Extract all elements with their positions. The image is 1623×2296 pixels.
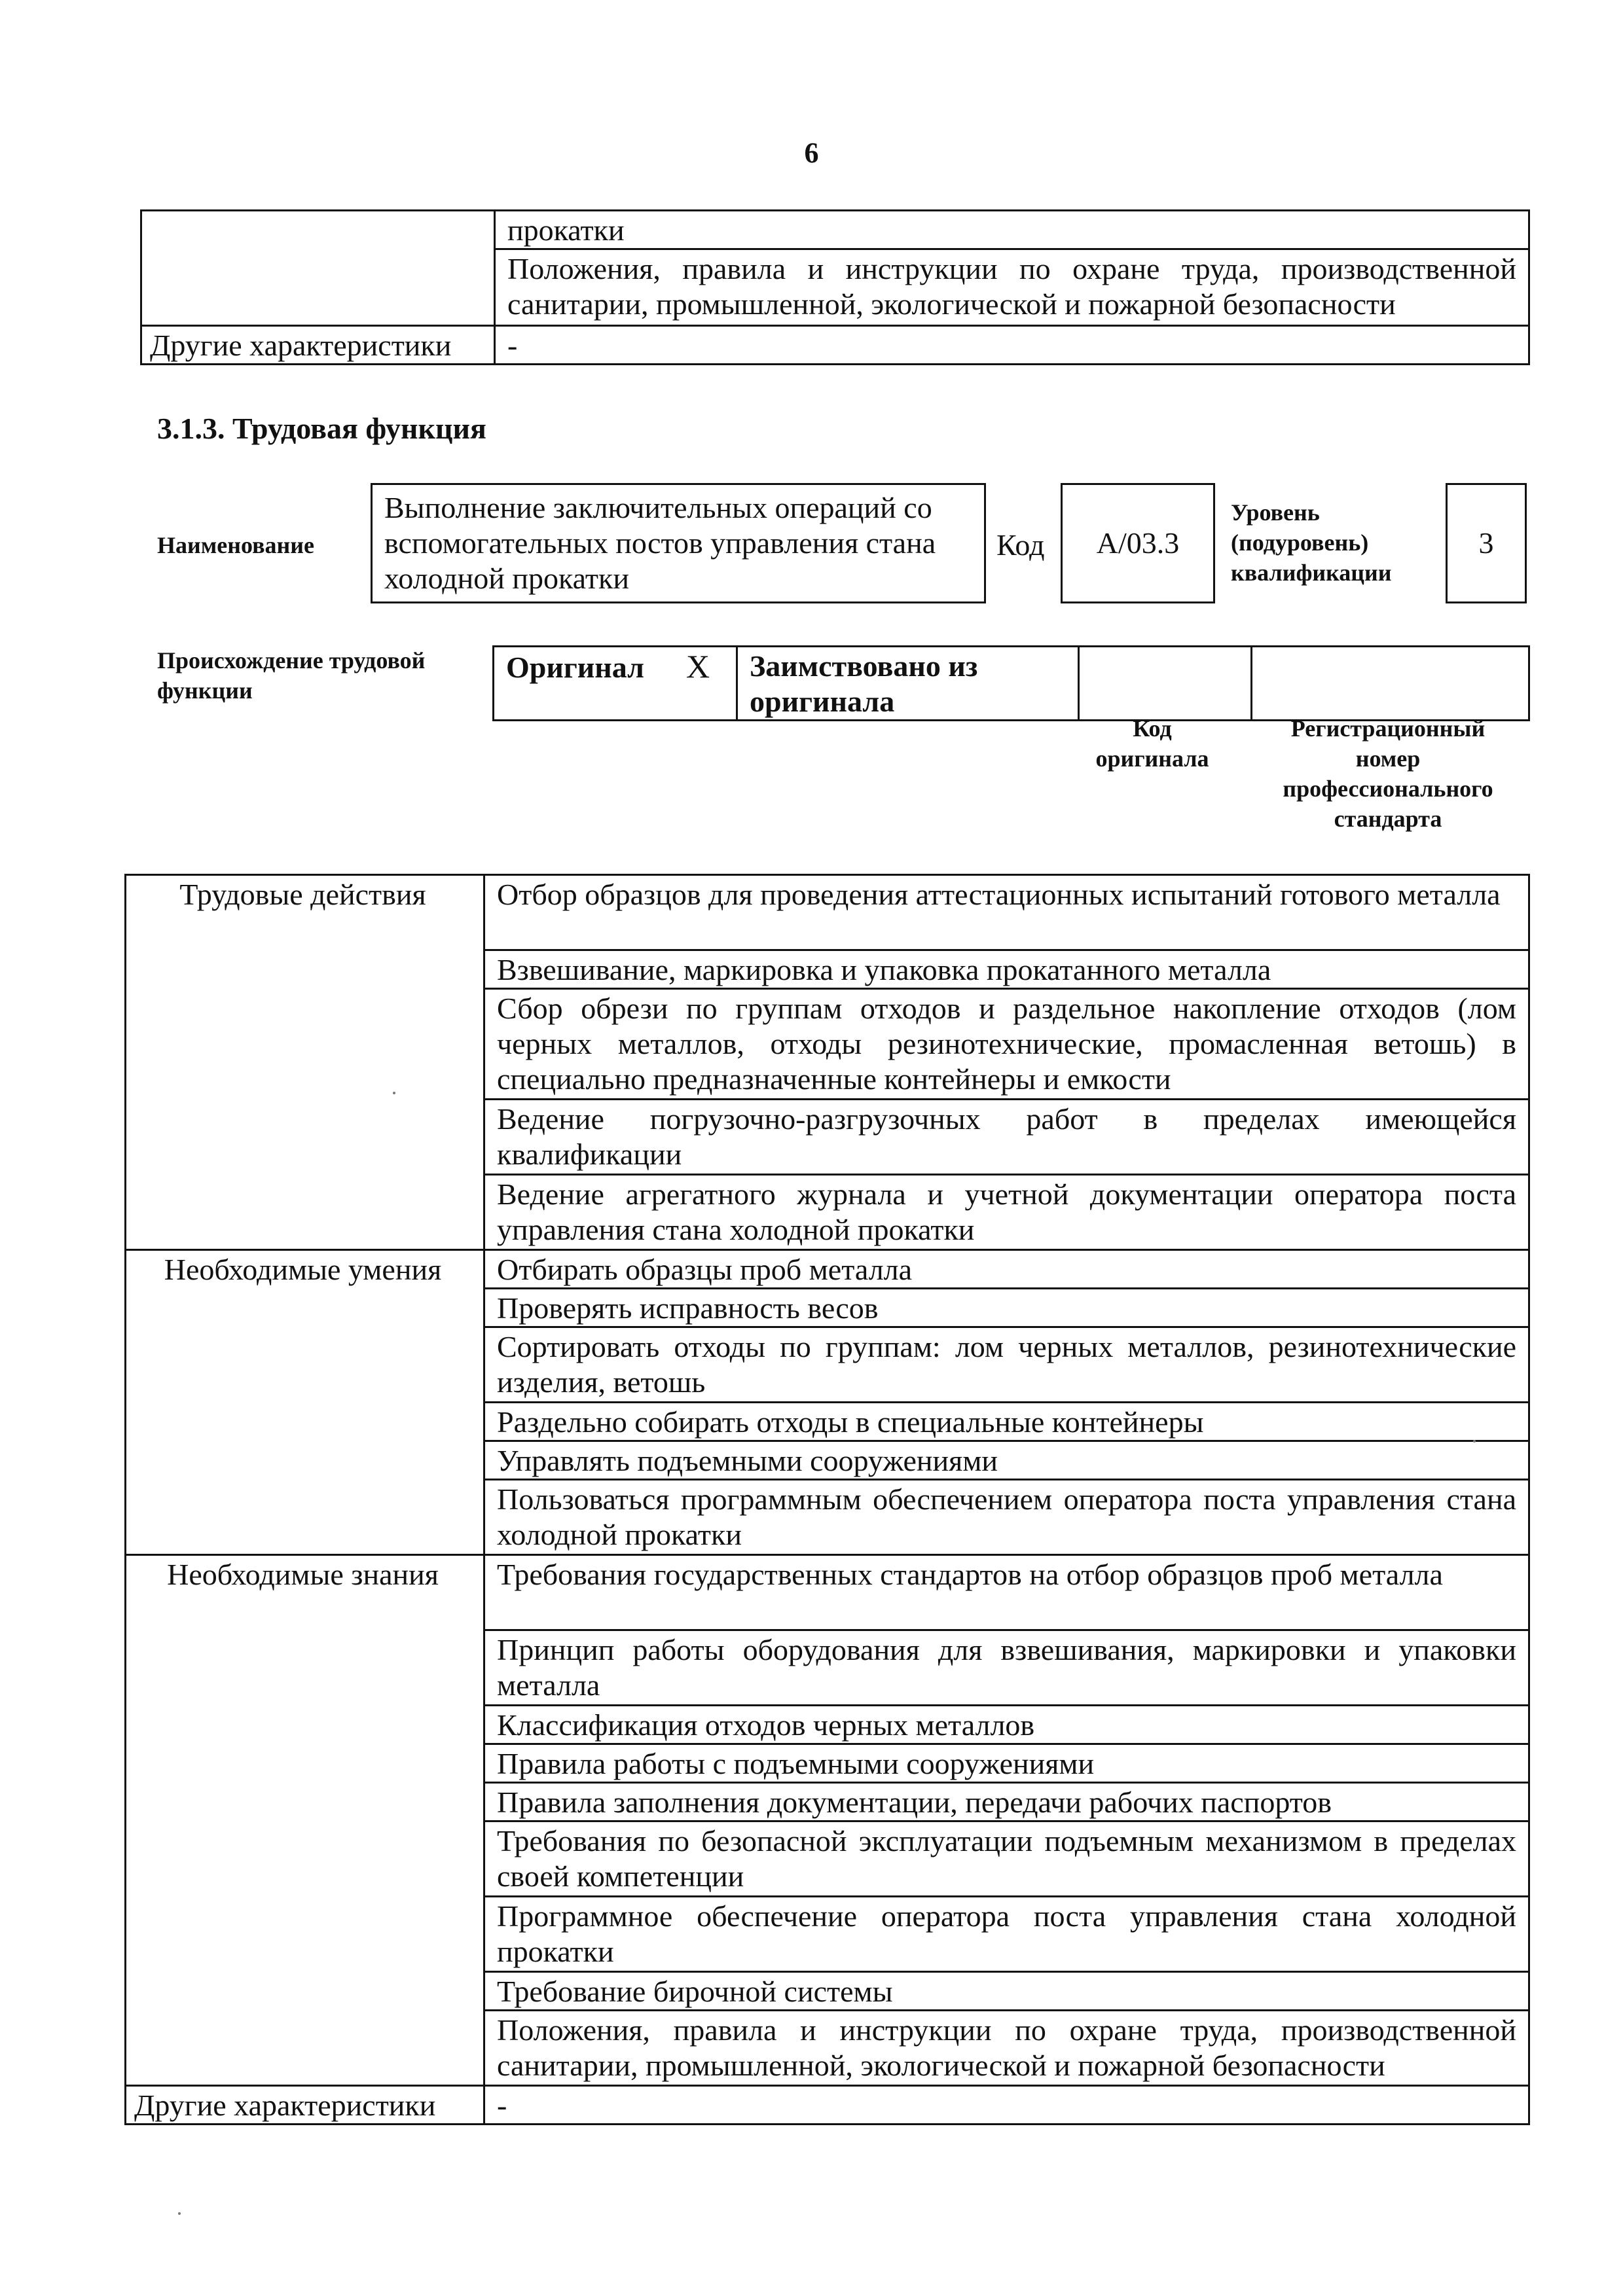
knowledge-item: Требование бирочной системы: [484, 1972, 1529, 2011]
table-row: [126, 2086, 1529, 2125]
level-label-line: Уровень: [1231, 499, 1320, 526]
action-item: Ведение агрегатного журнала и учетной документации оператора поста управления стана холодной прокатки: [484, 1175, 1529, 1250]
table-row: [141, 211, 1529, 249]
registration-number-cell: [1252, 647, 1529, 721]
knowledge-item: Классификация отходов черных металлов: [484, 1706, 1529, 1744]
origin-label: [157, 645, 425, 706]
original-code-caption: [1067, 713, 1237, 774]
origin-table: [492, 645, 1530, 721]
registration-number-caption: [1244, 713, 1532, 834]
code-value-box: А/03.3: [1061, 483, 1215, 603]
actions-label: Трудовые действия: [126, 875, 484, 1250]
table-row: [494, 647, 1529, 721]
caption-line: оригинала: [1095, 745, 1209, 772]
level-value-box: 3: [1446, 483, 1527, 603]
labor-function-table: [124, 874, 1530, 2125]
origin-label-line: Происхождение трудовой: [157, 647, 426, 673]
scan-speck: [1473, 1440, 1476, 1443]
code-label: Код: [996, 528, 1045, 562]
table-row: [126, 875, 1529, 950]
action-item: Отбор образцов для проведения аттестационных испытаний готового металла: [484, 875, 1529, 950]
section-title: 3.1.3. Трудовая функция: [157, 412, 486, 445]
skill-item: Управлять подъемными сооружениями: [484, 1441, 1529, 1480]
skill-item: Раздельно собирать отходы в специальные контейнеры: [484, 1403, 1529, 1441]
skill-item: Проверять исправность весов: [484, 1289, 1529, 1327]
borrowed-label-line: оригинала: [750, 685, 895, 718]
name-label: Наименование: [157, 532, 314, 558]
continuation-table: [140, 209, 1530, 365]
level-label-line: квалификации: [1231, 560, 1392, 586]
action-item: Ведение погрузочно-разгрузочных работ в пределах имеющейся квалификации: [484, 1100, 1529, 1175]
action-item: Взвешивание, маркировка и упаковка прокатанного металла: [484, 950, 1529, 989]
page-number: 6: [804, 137, 819, 169]
action-item: Сбор обрези по группам отходов и раздельное накопление отходов (лом черных металлов, отходы резинотехнические, промасленная ветошь) в специально предназначенные контейнеры и емкости: [484, 989, 1529, 1100]
caption-line: номер: [1355, 745, 1421, 772]
scan-speck: [393, 1092, 395, 1094]
level-label: [1231, 497, 1392, 588]
row-label: [141, 211, 495, 326]
caption-line: Код: [1133, 715, 1172, 742]
caption-line: профессионального: [1283, 776, 1493, 802]
other-label: Другие характеристики: [126, 2086, 484, 2125]
skill-item: Отбирать образцы проб металла: [484, 1250, 1529, 1289]
knowledge-item: Требования по безопасной эксплуатации подъемным механизмом в пределах своей компетенции: [484, 1821, 1529, 1897]
table-row: [126, 1555, 1529, 1630]
original-cell: [494, 647, 737, 721]
original-code-cell: [1079, 647, 1252, 721]
knowledge-item: Программное обеспечение оператора поста управления стана холодной прокатки: [484, 1897, 1529, 1972]
caption-line: стандарта: [1334, 806, 1442, 832]
knowledge-item: Правила работы с подъемными сооружениями: [484, 1744, 1529, 1783]
level-label-line: (подуровень): [1231, 529, 1369, 556]
scan-speck: [178, 2212, 181, 2215]
row-value: прокатки: [495, 211, 1529, 249]
table-row: [141, 326, 1529, 365]
original-label: Оригинал: [506, 651, 644, 684]
skill-item: Пользоваться программным обеспечением оператора поста управления стана холодной прокатки: [484, 1480, 1529, 1555]
knowledge-item: Правила заполнения документации, передачи рабочих паспортов: [484, 1783, 1529, 1821]
skill-item: Сортировать отходы по группам: лом черных металлов, резинотехнические изделия, ветошь: [484, 1327, 1529, 1403]
row-value: -: [495, 326, 1529, 365]
borrowed-cell: [737, 647, 1079, 721]
other-value: -: [484, 2086, 1529, 2125]
origin-label-line: функции: [157, 677, 253, 704]
knowledge-item: Положения, правила и инструкции по охране труда, производственной санитарии, промышленной, экологической и пожарной безопасности: [484, 2011, 1529, 2086]
borrowed-label-line: Заимствовано из: [750, 649, 978, 683]
knowledge-label: Необходимые знания: [126, 1555, 484, 2086]
table-row: [126, 1250, 1529, 1289]
caption-line: Регистрационный: [1290, 715, 1486, 742]
row-label: Другие характеристики: [141, 326, 495, 365]
row-value: Положения, правила и инструкции по охране труда, производственной санитарии, промышленной, экологической и пожарной безопасности: [495, 249, 1529, 326]
knowledge-item: Требования государственных стандартов на отбор образцов проб металла: [484, 1555, 1529, 1630]
knowledge-item: Принцип работы оборудования для взвешивания, маркировки и упаковки металла: [484, 1630, 1529, 1706]
skills-label: Необходимые умения: [126, 1250, 484, 1555]
original-mark: X: [685, 648, 710, 685]
function-name-box: Выполнение заключительных операций со вспомогательных постов управления стана холодной прокатки: [371, 483, 986, 603]
